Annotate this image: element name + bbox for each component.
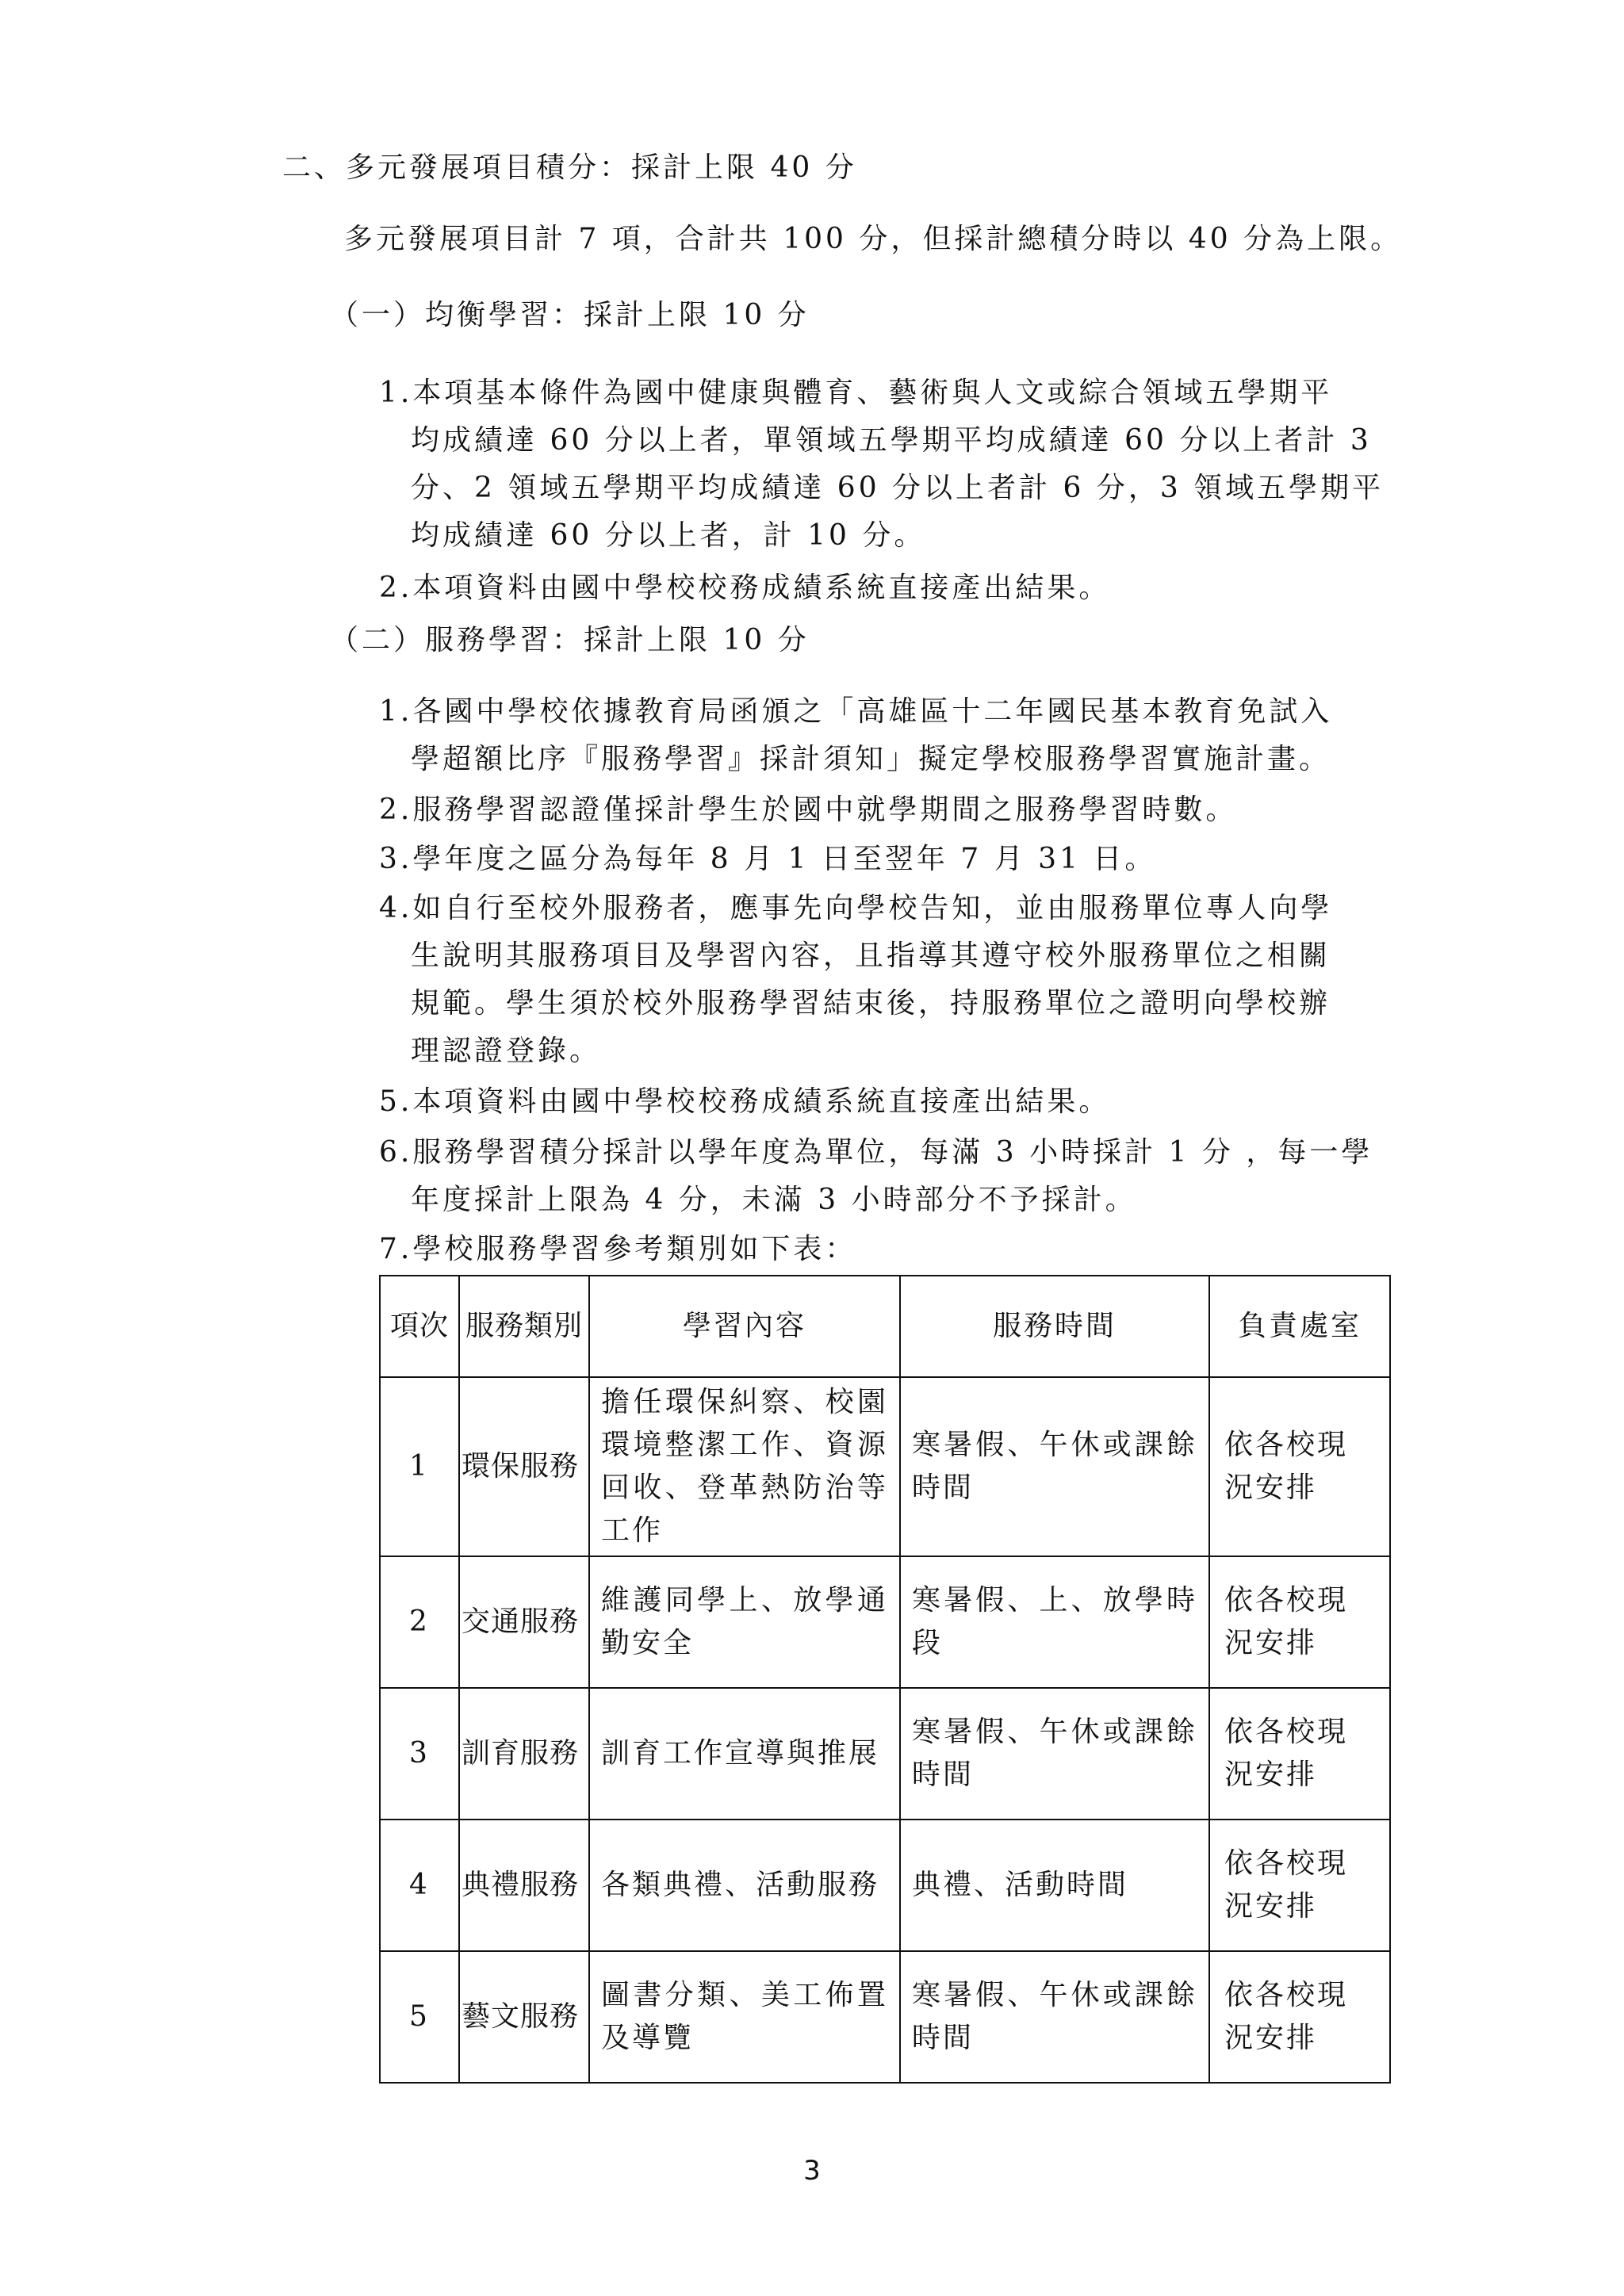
service-item-1-line-2: 學超額比序『服務學習』採計須知」擬定學校服務學習實施計畫。 (411, 743, 1331, 775)
row-learning-content: 各類典禮、活動服務 (589, 1820, 900, 1951)
row-service-type: 藝文服務 (459, 1951, 589, 2083)
row-learning-content: 訓育工作宣導與推展 (589, 1688, 900, 1820)
row-responsible-office: 依各校現況安排 (1209, 1820, 1390, 1951)
row-service-time: 寒暑假、午休或課餘時間 (900, 1688, 1209, 1820)
row-service-time: 寒暑假、午休或課餘時間 (900, 1951, 1209, 2083)
row-service-type: 交通服務 (459, 1556, 589, 1688)
row-service-time: 寒暑假、午休或課餘時間 (900, 1377, 1209, 1556)
service-item-3: 3.學年度之區分為每年 8 月 1 日至翌年 7 月 31 日。 (379, 843, 1157, 875)
row-service-type: 訓育服務 (459, 1688, 589, 1820)
service-item-1-line-1: 1.各國中學校依據教育局函頒之「高雄區十二年國民基本教育免試入 (379, 695, 1333, 728)
row-learning-content: 維護同學上、放學通勤安全 (589, 1556, 900, 1688)
service-item-5: 5.本項資料由國中學校校務成績系統直接產出結果。 (379, 1085, 1111, 1118)
row-learning-content: 圖書分類、美工佈置及導覽 (589, 1951, 900, 2083)
subsection-heading-balanced-learning: （一）均衡學習：採計上限 10 分 (330, 299, 810, 331)
table-row (380, 1556, 1390, 1688)
service-categories-table (379, 1275, 1391, 2084)
header-responsible-office: 負責處室 (1209, 1276, 1390, 1377)
service-item-6-line-2: 年度採計上限為 4 分，未滿 3 小時部分不予採計。 (411, 1184, 1137, 1216)
row-learning-content: 擔任環保糾察、校園環境整潔工作、資源回收、登革熱防治等工作 (589, 1377, 900, 1556)
service-item-4-line-4: 理認證登錄。 (411, 1035, 602, 1067)
service-item-6-line-1: 6.服務學習積分採計以學年度為單位，每滿 3 小時採計 1 分 ，每一學 (379, 1136, 1373, 1169)
row-number: 1 (380, 1377, 459, 1556)
header-item-number: 項次 (380, 1276, 459, 1377)
header-learning-content: 學習內容 (589, 1276, 900, 1377)
row-number: 4 (380, 1820, 459, 1951)
service-item-4-line-2: 生說明其服務項目及學習內容，且指導其遵守校外服務單位之相關 (411, 939, 1331, 972)
row-service-time: 典禮、活動時間 (900, 1820, 1209, 1951)
subsection-heading-service-learning: （二）服務學習：採計上限 10 分 (330, 624, 810, 656)
table-row (380, 1951, 1390, 2083)
section-heading: 二、多元發展項目積分：採計上限 40 分 (282, 151, 857, 184)
header-service-type: 服務類別 (459, 1276, 589, 1377)
table-row (380, 1688, 1390, 1820)
row-number: 3 (380, 1688, 459, 1820)
row-service-type: 典禮服務 (459, 1820, 589, 1951)
header-service-time: 服務時間 (900, 1276, 1209, 1377)
row-responsible-office: 依各校現況安排 (1209, 1377, 1390, 1556)
table-row (380, 1377, 1390, 1556)
service-item-2: 2.服務學習認證僅採計學生於國中就學期間之服務學習時數。 (379, 794, 1238, 826)
balanced-item-1-line-2: 均成績達 60 分以上者，單領域五學期平均成績達 60 分以上者計 3 (411, 424, 1372, 457)
row-service-time: 寒暑假、上、放學時段 (900, 1556, 1209, 1688)
service-item-4-line-3: 規範。學生須於校外服務學習結束後，持服務單位之證明向學校辦 (411, 987, 1331, 1020)
balanced-item-1-line-3: 分、2 領域五學期平均成績達 60 分以上者計 6 分，3 領域五學期平 (411, 472, 1385, 504)
balanced-item-1-line-1: 1.本項基本條件為國中健康與體育、藝術與人文或綜合領域五學期平 (379, 377, 1333, 409)
service-item-4-line-1: 4.如自行至校外服務者，應事先向學校告知，並由服務單位專人向學 (379, 892, 1333, 924)
row-number: 2 (380, 1556, 459, 1688)
row-responsible-office: 依各校現況安排 (1209, 1688, 1390, 1820)
row-service-type: 環保服務 (459, 1377, 589, 1556)
row-responsible-office: 依各校現況安排 (1209, 1951, 1390, 2083)
row-number: 5 (380, 1951, 459, 2083)
intro-paragraph: 多元發展項目計 7 項，合計共 100 分，但採計總積分時以 40 分為上限。 (344, 223, 1403, 255)
balanced-item-2: 2.本項資料由國中學校校務成績系統直接產出結果。 (379, 572, 1111, 604)
row-responsible-office: 依各校現況安排 (1209, 1556, 1390, 1688)
table-row (380, 1820, 1390, 1951)
service-item-7: 7.學校服務學習參考類別如下表： (379, 1233, 857, 1265)
balanced-item-1-line-4: 均成績達 60 分以上者，計 10 分。 (411, 519, 926, 552)
table-header-row (380, 1276, 1390, 1377)
page-number: 3 (803, 2155, 821, 2187)
